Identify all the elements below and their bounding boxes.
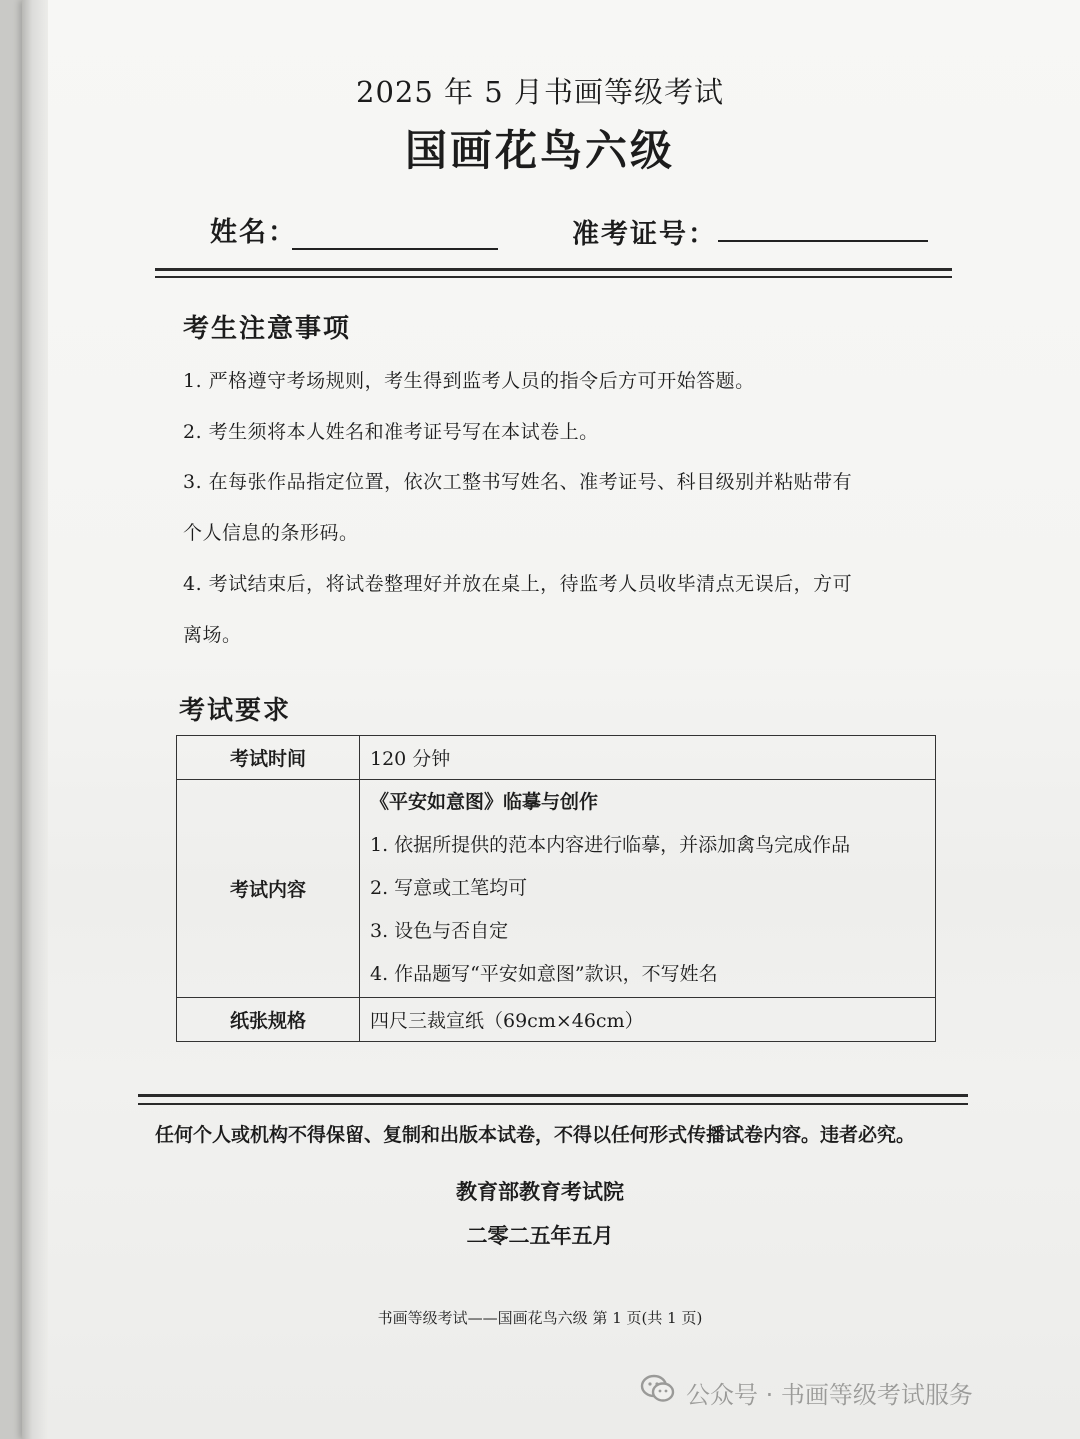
notice-item-continued: 个人信息的条形码。 [183, 522, 359, 544]
content-title: 《平安如意图》临摹与创作 [370, 791, 599, 813]
issue-date: 二零二五年五月 [466, 1224, 614, 1248]
exam-subject-title: 国画花鸟六级 [404, 126, 675, 175]
table-row [177, 780, 936, 998]
exam-time-value: 120 分钟 [360, 736, 936, 780]
notice-item: 4. 考试结束后，将试卷整理好并放在桌上，待监考人员收毕清点无误后，方可 [183, 573, 853, 595]
header-divider-bottom [155, 276, 952, 278]
name-label: 姓名： [210, 217, 297, 248]
table-row [177, 998, 936, 1042]
header-divider-top [155, 268, 952, 271]
content-item: 3. 设色与否自定 [370, 920, 509, 942]
notice-item-continued: 离场。 [183, 624, 242, 646]
footer-divider-top [138, 1094, 968, 1097]
exam-content-value [360, 780, 936, 998]
exam-id-blank-line [718, 240, 928, 242]
exam-time-label: 考试时间 [177, 736, 360, 780]
copyright-warning: 任何个人或机构不得保留、复制和出版本试卷，不得以任何形式传播试卷内容。违者必究。 [155, 1124, 916, 1146]
watermark-text: 公众号 · 书画等级考试服务 [686, 1380, 973, 1409]
footer-divider-bottom [138, 1103, 968, 1105]
page-footer: 书画等级考试——国画花鸟六级 第 1 页(共 1 页) [377, 1309, 703, 1327]
paper-spec-value: 四尺三裁宣纸（69cm×46cm） [360, 998, 936, 1042]
exam-id-label: 准考证号： [572, 219, 717, 250]
notice-heading: 考生注意事项 [183, 314, 352, 344]
notice-item: 3. 在每张作品指定位置，依次工整书写姓名、准考证号、科目级别并粘贴带有 [183, 471, 853, 493]
notice-item: 1. 严格遵守考场规则，考生得到监考人员的指令后方可开始答题。 [183, 370, 755, 392]
watermark [640, 1372, 973, 1412]
issuer-name: 教育部教育考试院 [456, 1180, 624, 1204]
table-row [177, 736, 936, 780]
exam-date-title: 2025 年 5 月书画等级考试 [356, 75, 724, 109]
wechat-icon [640, 1374, 686, 1410]
content-item: 4. 作品题写“平安如意图”款识，不写姓名 [370, 963, 718, 985]
requirements-table [176, 735, 936, 1042]
requirements-heading: 考试要求 [179, 696, 292, 726]
exam-content-label: 考试内容 [177, 780, 360, 998]
name-blank-line [292, 248, 498, 250]
content-item: 2. 写意或工笔均可 [370, 877, 528, 899]
notice-item: 2. 考生须将本人姓名和准考证号写在本试卷上。 [183, 421, 599, 443]
content-item: 1. 依据所提供的范本内容进行临摹，并添加禽鸟完成作品 [370, 834, 851, 856]
paper-spec-label: 纸张规格 [177, 998, 360, 1042]
